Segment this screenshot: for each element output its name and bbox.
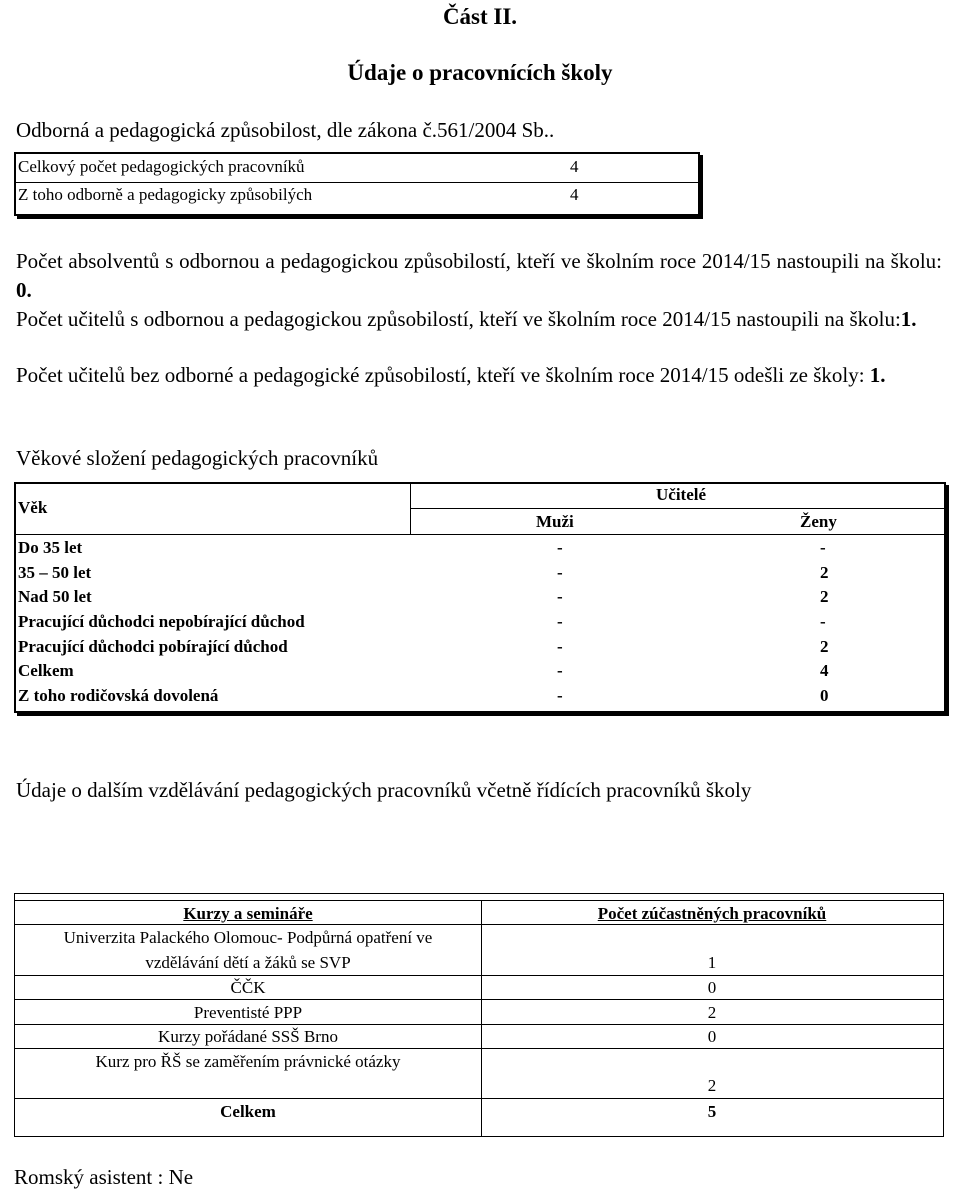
- col-age-header: Věk: [18, 498, 48, 517]
- qualification-table: [14, 152, 700, 216]
- row-label: Pracující důchodci nepobírající důchod: [18, 612, 305, 631]
- education-heading: Údaje o dalším vzdělávání pedagogických pracovníků včetně řídících pracovníků školy: [16, 778, 752, 802]
- course-count: 0: [707, 1027, 717, 1046]
- row-women: 2: [820, 637, 829, 656]
- course-name: Preventisté PPP: [193, 1003, 303, 1022]
- course-name: Univerzita Palackého Olomouc- Podpůrná opatření ve: [63, 928, 433, 947]
- row-label: Z toho rodičovská dovolená: [18, 686, 219, 705]
- course-count: 2: [707, 1003, 717, 1022]
- row-men: -: [557, 587, 563, 606]
- row-label: 35 – 50 let: [18, 563, 92, 582]
- row-label: Nad 50 let: [18, 587, 92, 606]
- col-teachers-header: Učitelé: [656, 485, 707, 504]
- romsky-asistent: Romský asistent : Ne: [14, 1165, 194, 1189]
- part-title: Část II.: [442, 4, 518, 29]
- row-men: -: [557, 612, 563, 631]
- row-men: -: [557, 686, 563, 705]
- course-name-line2: vzdělávání dětí a žáků se SVP: [145, 953, 351, 972]
- qualification-heading: Odborná a pedagogická způsobilost, dle zákona č.561/2004 Sb..: [16, 118, 555, 142]
- row-men: -: [557, 637, 563, 656]
- paragraph-new-teachers: Počet učitelů s odbornou a pedagogickou způsobilostí, kteří ve školním roce 2014/15 nastoupili na školu:1.: [16, 307, 917, 331]
- row-women: -: [820, 612, 826, 631]
- total-label: Celkem: [220, 1102, 276, 1121]
- row-value: 4: [570, 157, 579, 176]
- col-women-header: Ženy: [800, 512, 837, 531]
- total-value: 5: [707, 1102, 717, 1121]
- course-count: 0: [707, 978, 717, 997]
- education-table: [14, 893, 944, 1137]
- col-course-header: Kurzy a semináře: [183, 904, 313, 923]
- row-label: Z toho odborně a pedagogicky způsobilých: [18, 185, 313, 204]
- row-men: -: [557, 538, 563, 557]
- paragraph-graduates: Počet absolventů s odbornou a pedagogickou způsobilostí, kteří ve školním roce 2014/15 nastoupili na školu: 0.: [16, 249, 942, 302]
- row-women: -: [820, 538, 826, 557]
- row-women: 2: [820, 587, 829, 606]
- course-count: 1: [707, 953, 717, 972]
- course-name: Kurzy pořádané SSŠ Brno: [158, 1027, 338, 1046]
- course-count: 2: [707, 1076, 717, 1095]
- col-count-header: Počet zúčastněných pracovníků: [597, 904, 827, 923]
- row-women: 0: [820, 686, 829, 705]
- row-women: 2: [820, 563, 829, 582]
- row-label: Pracující důchodci pobírající důchod: [18, 637, 288, 656]
- row-men: -: [557, 661, 563, 680]
- age-structure-table: [14, 482, 946, 713]
- row-label: Celkem: [18, 661, 74, 680]
- age-structure-heading: Věkové složení pedagogických pracovníků: [16, 446, 379, 470]
- row-women: 4: [820, 661, 829, 680]
- course-name: Kurz pro ŘŠ se zaměřením právnické otázky: [95, 1052, 401, 1071]
- row-label: Celkový počet pedagogických pracovníků: [18, 157, 305, 176]
- table-row: [16, 154, 698, 182]
- paragraph-left-teachers: Počet učitelů bez odborné a pedagogické způsobilostí, kteří ve školním roce 2014/15 odešli ze školy: 1.: [16, 363, 886, 387]
- section-title: Údaje o pracovnících školy: [347, 60, 613, 85]
- row-label: Do 35 let: [18, 538, 83, 557]
- course-name: ČČK: [230, 978, 266, 997]
- table-row: [16, 182, 698, 210]
- col-men-header: Muži: [536, 512, 574, 531]
- row-value: 4: [570, 185, 579, 204]
- row-men: -: [557, 563, 563, 582]
